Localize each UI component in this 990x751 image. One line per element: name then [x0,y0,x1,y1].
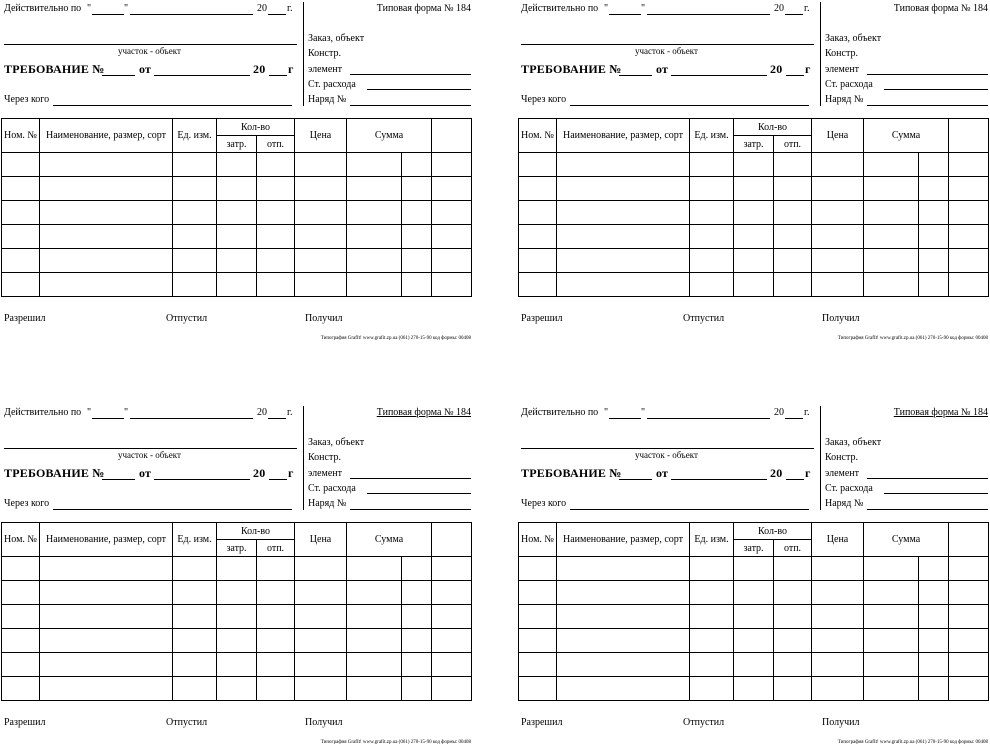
quote-open: " [604,407,609,418]
outfit-field[interactable] [350,105,471,106]
expense-field[interactable] [884,493,988,494]
materials-table [1,522,472,701]
quote-close: " [124,407,129,418]
col-requested-header: затр. [217,540,257,557]
section-field[interactable] [4,448,297,449]
table-row[interactable] [519,629,989,653]
outfit-field[interactable] [867,509,988,510]
table-row[interactable] [2,653,472,677]
col-extra-header [949,523,989,557]
order-label: Заказ, объект [308,33,365,44]
allowed-label: Разрешил [4,717,46,728]
released-label: Отпустил [166,717,208,728]
year-prefix: 20 [257,407,267,418]
expense-label: Ст. расхода [308,483,356,494]
received-label: Получил [822,717,860,728]
requisition-number-field[interactable] [619,75,652,76]
element-field[interactable] [350,74,471,75]
col-released-header: отп. [774,136,812,153]
col-sum-header: Сумма [347,523,432,557]
through-label: Через кого [4,498,50,509]
table-row[interactable] [519,677,989,701]
table-row[interactable] [519,557,989,581]
design-label: Констр. [825,452,858,463]
col-qty-header: Кол-во [217,119,295,136]
valid-day-field[interactable] [92,418,124,419]
col-qty-header: Кол-во [734,523,812,540]
valid-until-label: Действительно по [4,3,82,14]
header-divider [820,2,821,106]
valid-month-field[interactable] [130,418,253,419]
col-extra-header [432,523,472,557]
quote-open: " [87,407,92,418]
outfit-field[interactable] [350,509,471,510]
element-label: элемент [825,468,860,479]
element-label: элемент [825,64,860,75]
through-field[interactable] [570,509,809,510]
design-label: Констр. [825,48,858,59]
header-divider [820,406,821,510]
col-num-header: Ном. № [2,523,40,557]
col-sum-header: Сумма [347,119,432,153]
col-price-header: Цена [295,523,347,557]
col-price-header: Цена [812,523,864,557]
table-row[interactable] [519,225,989,249]
through-label: Через кого [521,498,567,509]
released-label: Отпустил [683,313,725,324]
col-sum-header: Сумма [864,523,949,557]
requisition-year-field[interactable] [269,479,287,480]
outfit-field[interactable] [867,105,988,106]
valid-day-field[interactable] [609,14,641,15]
requisition-date-field[interactable] [671,75,767,76]
title-year-suffix: г [805,62,811,76]
header-divider [303,2,304,106]
element-label: элемент [308,468,343,479]
expense-field[interactable] [884,89,988,90]
table-row[interactable] [2,581,472,605]
requisition-form-1 [1,2,471,347]
allowed-label: Разрешил [521,313,563,324]
year-prefix: 20 [257,3,267,14]
requisition-title: ТРЕБОВАНИЕ № [4,62,105,76]
from-label: от [656,62,669,76]
outfit-label: Наряд № [825,94,864,105]
col-name-header: Наименование, размер, сорт [40,523,173,557]
section-label: участок - объект [635,450,698,460]
table-row[interactable] [2,177,472,201]
col-name-header: Наименование, размер, сорт [40,119,173,153]
requisition-title: ТРЕБОВАНИЕ № [521,466,622,480]
template-form-label: Типовая форма № 184 [893,3,988,14]
through-label: Через кого [4,94,50,105]
valid-until-label: Действительно по [4,407,82,418]
year-suffix: г. [287,3,293,14]
col-qty-header: Кол-во [217,523,295,540]
valid-month-field[interactable] [647,14,770,15]
from-label: от [656,466,669,480]
title-year-prefix: 20 [770,62,783,76]
expense-label: Ст. расхода [308,79,356,90]
requisition-title: ТРЕБОВАНИЕ № [4,466,105,480]
col-extra-header [949,119,989,153]
col-released-header: отп. [774,540,812,557]
section-field[interactable] [521,44,814,45]
valid-until-label: Действительно по [521,3,599,14]
design-label: Констр. [308,48,341,59]
from-label: от [139,466,152,480]
printer-note: Типография GrafIt! www.grafit.zp.ua (061) 270-15-90 код формы: 00408 [837,740,988,745]
element-field[interactable] [867,478,988,479]
table-row[interactable] [2,629,472,653]
valid-month-field[interactable] [130,14,253,15]
template-form-label: Типовая форма № 184 [376,3,471,14]
col-requested-header: затр. [734,540,774,557]
table-row[interactable] [2,677,472,701]
year-suffix: г. [287,407,293,418]
element-field[interactable] [350,478,471,479]
received-label: Получил [305,313,343,324]
col-released-header: отп. [257,540,295,557]
requisition-year-field[interactable] [269,75,287,76]
year-suffix: г. [804,3,810,14]
section-label: участок - объект [118,450,181,460]
requisition-form-3 [1,406,471,751]
col-num-header: Ном. № [2,119,40,153]
through-field[interactable] [53,105,292,106]
order-label: Заказ, объект [825,437,882,448]
col-unit-header: Ед. изм. [690,523,734,557]
title-year-suffix: г [288,62,294,76]
col-unit-header: Ед. изм. [173,119,217,153]
valid-year-field[interactable] [785,418,803,419]
col-name-header: Наименование, размер, сорт [557,523,690,557]
requisition-number-field[interactable] [619,479,652,480]
quote-close: " [641,407,646,418]
col-price-header: Цена [295,119,347,153]
expense-field[interactable] [367,89,471,90]
valid-day-field[interactable] [609,418,641,419]
expense-label: Ст. расхода [825,483,873,494]
table-row[interactable] [2,225,472,249]
allowed-label: Разрешил [4,313,46,324]
materials-table [1,118,472,297]
materials-table [518,118,989,297]
table-row[interactable] [519,153,989,177]
table-row[interactable] [2,201,472,225]
through-field[interactable] [53,509,292,510]
design-label: Констр. [308,452,341,463]
outfit-label: Наряд № [825,498,864,509]
quote-open: " [87,3,92,14]
table-row[interactable] [519,653,989,677]
table-row[interactable] [2,153,472,177]
valid-year-field[interactable] [268,418,286,419]
materials-table [518,522,989,701]
col-sum-header: Сумма [864,119,949,153]
requisition-title: ТРЕБОВАНИЕ № [521,62,622,76]
col-price-header: Цена [812,119,864,153]
requisition-number-field[interactable] [102,75,135,76]
element-label: элемент [308,64,343,75]
outfit-label: Наряд № [308,94,347,105]
order-label: Заказ, объект [308,437,365,448]
table-row[interactable] [519,581,989,605]
section-label: участок - объект [118,46,181,56]
valid-month-field[interactable] [647,418,770,419]
year-prefix: 20 [774,407,784,418]
col-unit-header: Ед. изм. [690,119,734,153]
section-field[interactable] [521,448,814,449]
title-year-suffix: г [805,466,811,480]
year-suffix: г. [804,407,810,418]
title-year-suffix: г [288,466,294,480]
year-prefix: 20 [774,3,784,14]
expense-field[interactable] [367,493,471,494]
section-field[interactable] [4,44,297,45]
from-label: от [139,62,152,76]
printer-note: Типография GrafIt! www.grafit.zp.ua (061) 270-15-90 код формы: 00408 [320,336,471,341]
col-unit-header: Ед. изм. [173,523,217,557]
table-row[interactable] [2,557,472,581]
table-row[interactable] [2,273,472,297]
template-form-label: Типовая форма № 184 [893,407,988,418]
released-label: Отпустил [166,313,208,324]
through-field[interactable] [570,105,809,106]
released-label: Отпустил [683,717,725,728]
requisition-date-field[interactable] [154,479,250,480]
col-name-header: Наименование, размер, сорт [557,119,690,153]
table-row[interactable] [2,605,472,629]
title-year-prefix: 20 [253,62,266,76]
table-row[interactable] [519,201,989,225]
quote-close: " [124,3,129,14]
table-row[interactable] [519,273,989,297]
title-year-prefix: 20 [253,466,266,480]
table-row[interactable] [519,605,989,629]
requisition-form-4 [518,406,988,751]
through-label: Через кого [521,94,567,105]
col-released-header: отп. [257,136,295,153]
requisition-year-field[interactable] [786,479,804,480]
template-form-label: Типовая форма № 184 [376,407,471,418]
allowed-label: Разрешил [521,717,563,728]
col-qty-header: Кол-во [734,119,812,136]
valid-year-field[interactable] [268,14,286,15]
quote-open: " [604,3,609,14]
table-row[interactable] [519,249,989,273]
col-num-header: Ном. № [519,119,557,153]
received-label: Получил [822,313,860,324]
printer-note: Типография GrafIt! www.grafit.zp.ua (061) 270-15-90 код формы: 00408 [837,336,988,341]
requisition-date-field[interactable] [154,75,250,76]
valid-day-field[interactable] [92,14,124,15]
order-label: Заказ, объект [825,33,882,44]
table-row[interactable] [2,249,472,273]
printer-note: Типография GrafIt! www.grafit.zp.ua (061) 270-15-90 код формы: 00408 [320,740,471,745]
col-num-header: Ном. № [519,523,557,557]
requisition-form-2 [518,2,988,347]
col-requested-header: затр. [734,136,774,153]
valid-until-label: Действительно по [521,407,599,418]
received-label: Получил [305,717,343,728]
quote-close: " [641,3,646,14]
requisition-date-field[interactable] [671,479,767,480]
requisition-year-field[interactable] [786,75,804,76]
header-divider [303,406,304,510]
col-extra-header [432,119,472,153]
col-requested-header: затр. [217,136,257,153]
requisition-number-field[interactable] [102,479,135,480]
valid-year-field[interactable] [785,14,803,15]
expense-label: Ст. расхода [825,79,873,90]
section-label: участок - объект [635,46,698,56]
title-year-prefix: 20 [770,466,783,480]
table-row[interactable] [519,177,989,201]
outfit-label: Наряд № [308,498,347,509]
element-field[interactable] [867,74,988,75]
